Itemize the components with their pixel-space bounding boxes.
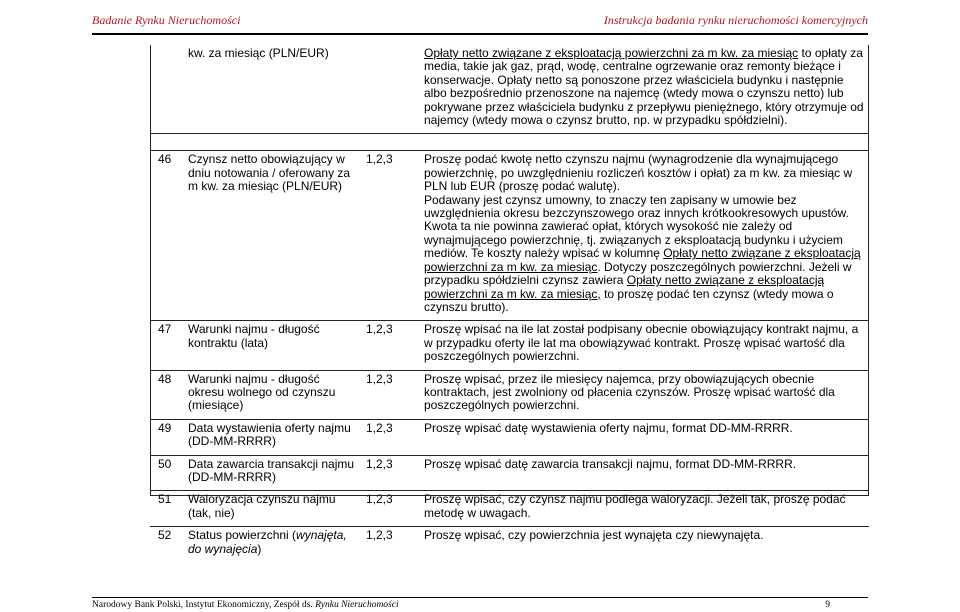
row-number: 47 xyxy=(158,322,172,337)
variable-name: Warunki najmu - długość kontraktu (lata) xyxy=(188,322,320,350)
frequency xyxy=(362,45,420,134)
table-row xyxy=(150,45,869,134)
running-header-right: Instrukcja badania rynku nieruchomości komercyjnych xyxy=(603,13,868,27)
row-number: 51 xyxy=(158,492,172,507)
footer-text-italic: Rynku Nieruchomości xyxy=(315,600,399,610)
table-row xyxy=(150,491,869,527)
running-header-left: Badanie Rynku Nieruchomości xyxy=(92,13,241,27)
footer-institution xyxy=(92,600,399,610)
frequency: 1,2,3 xyxy=(366,528,393,543)
row-number: 52 xyxy=(158,528,172,543)
frequency: 1,2,3 xyxy=(366,371,393,386)
frequency: 1,2,3 xyxy=(366,152,393,167)
variable-description: Proszę wpisać, czy czynsz najmu podlega waloryzacji. Jeżeli tak, proszę podać metodę w uwagach. xyxy=(424,492,846,520)
footer-text: Narodowy Bank Polski, Instytut Ekonomiczny, Zespół ds. xyxy=(92,600,316,610)
variable-name: Waloryzacja czynszu najmu (tak, nie) xyxy=(188,492,336,520)
table-row xyxy=(150,419,869,455)
description-text: to opłaty za media, takie jak gaz, prąd, wodę, centralne ogrzewanie oraz remonty bieżące i konserwacje. Opłaty netto są ponoszone przez właściciela budynku i następnie albo bezpośrednio przenoszone na najemcę (wtedy mowa o czynszu netto) lub pokrywane przez właściciela budynku z przepływu pieniężnego, który otrzymuje od najemcy (wtedy mowa o czynsz brutto, np. w przypadku spółdzielni). xyxy=(424,46,864,128)
variable-name: Data wystawienia oferty najmu (DD-MM-RRRR) xyxy=(188,420,351,449)
variable-description xyxy=(420,45,869,134)
instruction-table xyxy=(150,45,869,562)
variable-name xyxy=(184,527,362,562)
page-number: 9 xyxy=(825,600,830,610)
variable-name: Warunki najmu - długość okresu wolnego od czynszu (miesiące) xyxy=(188,371,336,413)
variable-name: Data zawarcia transakcji najmu (DD-MM-RRRR) xyxy=(188,456,355,484)
variable-name: kw. za miesiąc (PLN/EUR) xyxy=(188,46,329,60)
row-number: 46 xyxy=(158,152,172,167)
table-row xyxy=(150,527,869,562)
description-text: . Dotyczy poszczególnych powierzchni. Jeżeli w przypadku spółdzielni czynsz zawiera xyxy=(424,259,852,288)
frequency: 1,2,3 xyxy=(366,420,393,435)
variable-name-italic: wynajęta, do wynajęcia xyxy=(188,528,347,556)
underlined-term: Opłaty netto związane z eksploatacją powierzchni za m kw. za miesiąc xyxy=(424,246,861,274)
row-number: 50 xyxy=(158,456,172,471)
row-number: 48 xyxy=(158,371,172,386)
table-row xyxy=(150,455,869,491)
variable-description: Proszę wpisać, czy powierzchnia jest wynajęta czy niewynajęta. xyxy=(424,528,764,543)
header-rule xyxy=(92,33,868,35)
table-row xyxy=(150,321,869,370)
underlined-term: Opłaty netto związane z eksploatacją powierzchni za m kw. za miesiąc, xyxy=(424,273,825,301)
description-text: Podawany jest czynsz umowny, to znaczy ten zapisany w umowie bez uwzględnienia okresu bezczynszowego oraz innych krótkookresowych upustów. Kwota ta nie powinna zawierać opłat, których wysokość nie zależy od wynajmującego powierzchnię, tj. związanych z eksploatacją budynku i użyciem mediów. Te koszty należy wpisać w kolumnę xyxy=(424,192,849,261)
table-row xyxy=(150,151,869,321)
variable-description: Proszę wpisać na ile lat został podpisany obecnie obowiązujący kontrakt najmu, a w przypadku oferty ile lat ma obowiązywać kontrakt. Proszę wpisać wartość dla poszczególnych powierzchni. xyxy=(424,322,859,364)
variable-description xyxy=(420,151,869,321)
variable-description: Proszę wpisać, przez ile miesięcy najemca, przy obowiązujących obecnie kontraktach, jest zwolniony od płacenia czynszów. Proszę wpisać wartość dla poszczególnych powierzchni. xyxy=(424,371,835,413)
underlined-term: Opłaty netto związane z eksploatacją powierzchni za m kw. za miesiąc xyxy=(424,46,799,60)
row-number xyxy=(150,45,184,134)
table-row xyxy=(150,370,869,419)
frequency: 1,2,3 xyxy=(366,492,393,507)
variable-description: Proszę wpisać datę zawarcia transakcji najmu, format DD-MM-RRRR. xyxy=(424,456,797,471)
frequency: 1,2,3 xyxy=(366,456,393,471)
row-number: 49 xyxy=(158,420,172,435)
variable-name-text: ) xyxy=(257,541,262,556)
description-text: to proszę podać ten czynsz (wtedy mowa o czynszu brutto). xyxy=(424,286,834,314)
variable-name: Czynsz netto obowiązujący w dniu notowania / oferowany za m kw. za miesiąc (PLN/EUR) xyxy=(188,152,351,194)
table-spacer-row xyxy=(150,134,869,151)
footer-rule xyxy=(92,597,868,598)
description-text: Proszę podać kwotę netto czynszu najmu (wynagrodzenie dla wynajmującego powierzchnię, po uwzględnieniu rozliczeń kosztów i opłat) za m kw. za miesiąc w PLN lub EUR (proszę podać walutę). xyxy=(424,152,853,194)
variable-description: Proszę wpisać datę wystawienia oferty najmu, format DD-MM-RRRR. xyxy=(424,420,793,435)
variable-name-text: Status powierzchni ( xyxy=(188,528,297,543)
frequency: 1,2,3 xyxy=(366,322,393,337)
